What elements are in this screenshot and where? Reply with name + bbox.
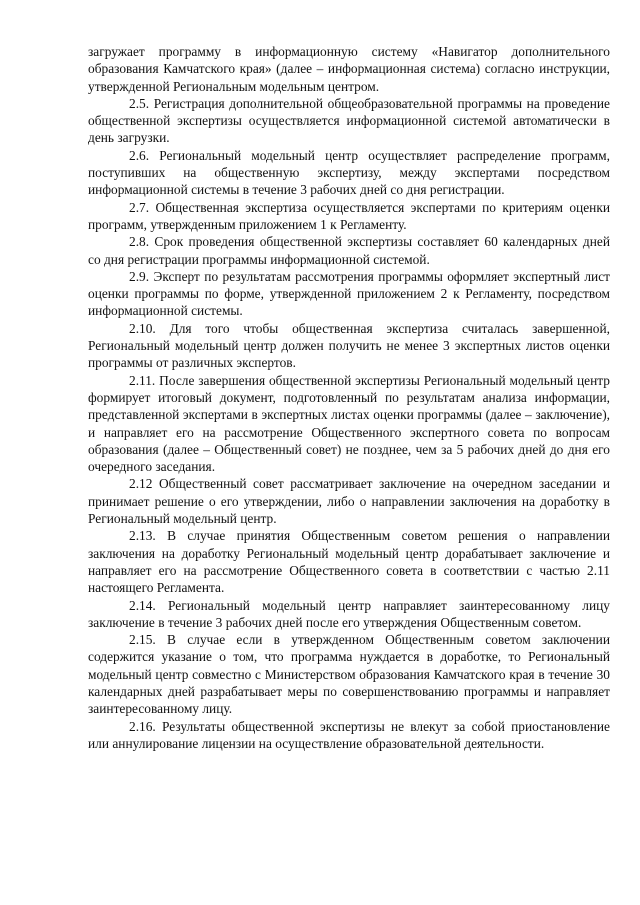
- paragraph-continuation: загружает программу в информационную систему «Навигатор дополнительного образования Камчатского края» (далее – информационная система) согласно инструкции, утвержденной Региональным модельным центром.: [88, 44, 610, 94]
- paragraph-2-14: 2.14. Региональный модельный центр направляет заинтересованному лицу заключение в течение 3 рабочих дней после его утверждения Общественным советом.: [88, 597, 610, 630]
- paragraph-2-16: 2.16. Результаты общественной экспертизы не влекут за собой приостановление или аннулирование лицензии на осуществление образовательной деятельности.: [88, 718, 610, 751]
- paragraph-2-11: 2.11. После завершения общественной экспертизы Региональный модельный центр формирует итоговый документ, подготовленный по результатам анализа информации, представленной экспертами в экспертных листах оценки программы (далее – заключение), и направляет его на рассмотрение Общественного экспертного совета по вопросам образования (далее – Общественный совет) не позднее, чем за 5 рабочих дней до дня его очередного заседания.: [88, 372, 610, 475]
- paragraph-2-15: 2.15. В случае если в утвержденном Общественным советом заключении содержится указание о том, что программа нуждается в доработке, то Региональный модельный центр совместно с Министерством образования Камчатского края в течение 30 календарных дней разрабатывает меры по совершенствованию программы и направляет заинтересованному лицу.: [88, 632, 610, 717]
- paragraph-2-6: 2.6. Региональный модельный центр осуществляет распределение программ, поступивших на общественную экспертизу, между экспертами посредством информационной системы в течение 3 рабочих дней со дня регистрации.: [88, 147, 610, 198]
- paragraph-2-10: 2.10. Для того чтобы общественная экспертиза считалась завершенной, Региональный модельный центр должен получить не менее 3 экспертных листов оценки программы от различных экспертов.: [88, 320, 610, 371]
- paragraph-2-9: 2.9. Эксперт по результатам рассмотрения программы оформляет экспертный лист оценки программы по форме, утвержденной приложением 2 к Регламенту, посредством информационной системы.: [88, 268, 610, 319]
- paragraph-2-13: 2.13. В случае принятия Общественным советом решения о направлении заключения на доработку Региональный модельный центр дорабатывает заключение и направляет его на рассмотрение Общественного совета в соответствии с частью 2.11 настоящего Регламента.: [88, 528, 610, 596]
- paragraph-2-12: 2.12 Общественный совет рассматривает заключение на очередном заседании и принимает решение о его утверждении, либо о направлении заключения на доработку в Региональный модельный центр.: [88, 476, 610, 527]
- document-page: [88, 43, 610, 752]
- paragraph-2-7: 2.7. Общественная экспертиза осуществляется экспертами по критериям оценки программ, утвержденным приложением 1 к Регламенту.: [88, 199, 610, 232]
- paragraph-2-5: 2.5. Регистрация дополнительной общеобразовательной программы на проведение общественной экспертизы осуществляется информационной системой автоматически в день загрузки.: [88, 95, 610, 146]
- paragraph-2-8: 2.8. Срок проведения общественной экспертизы составляет 60 календарных дней со дня регистрации программы информационной системой.: [88, 234, 610, 267]
